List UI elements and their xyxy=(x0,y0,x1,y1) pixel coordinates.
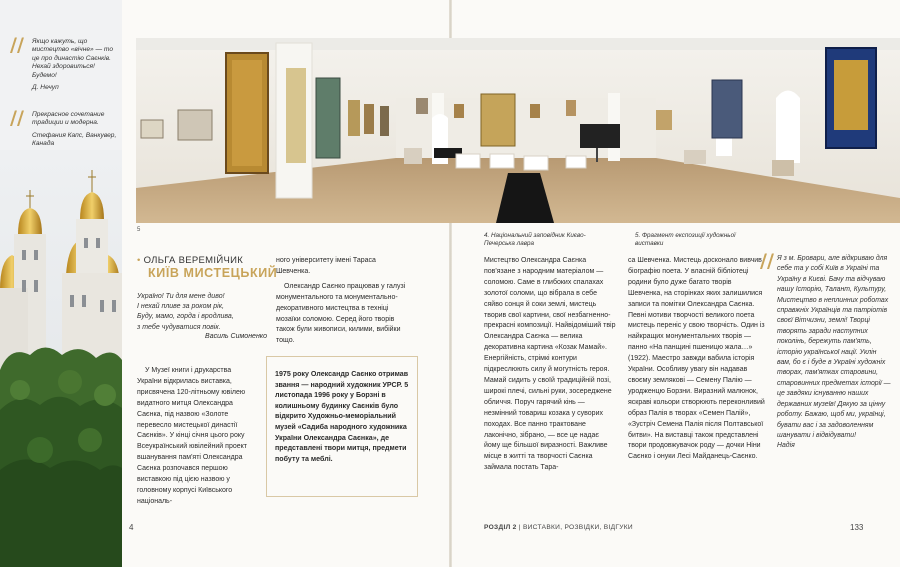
quote-mark-icon: // xyxy=(10,34,24,56)
article-column-3 xyxy=(484,256,616,474)
footer-title: ВИСТАВКИ, РОЗВІДКИ, ВІДГУКИ xyxy=(522,524,633,531)
quote-mark-icon: // xyxy=(10,107,24,129)
poem-line: Буду, мамо, горда і вродлива, xyxy=(137,313,234,321)
page-number-right: 133 xyxy=(850,523,864,532)
side-quote-text: Прекрасное сочетание традиции и модерна. xyxy=(32,111,105,127)
side-quote-1 xyxy=(10,34,118,92)
bullet-icon: • xyxy=(137,255,141,266)
figure-number: 5 xyxy=(137,227,141,233)
caption-lavra: 4. Національний заповідник Києво-Печерська лавра xyxy=(484,232,586,247)
footer-section: РОЗДІЛ 2 xyxy=(484,524,517,531)
side-quote-author: Стефания Капс, Ванкувер, Канада xyxy=(32,131,117,148)
article-author xyxy=(137,255,243,266)
article-column-1 xyxy=(137,366,255,508)
poem-line: І нехай пливе за роком рік, xyxy=(137,303,224,311)
highlight-text: 1975 року Олександр Саєнко отримав звання — народний художник УРСР. 5 листопада 1996 року у Борзні в колишньому будинку Саєнків було відкрито Художньо-меморіальний музей «Садиба народного художника України Олександра Саєнка», де представлені твори митця, предмети побуту та меблі. xyxy=(275,370,409,463)
paragraph: ного університету імені Тараса Шевченка. xyxy=(276,257,376,275)
paragraph: У Музеї книги і друкарства України відкрилась виставка, присвячена 120-літньому ювілею видатного митця Олександра Саєнка, під назвою «Золоте перевесло мистецької династії Саєнків». У кінці січня цього року Всеукраїнський ювілейний проект вшанування пам'яті Олександра Саєнка розпочався першою виставкою під цією назвою у головному корпусі Київського національ- xyxy=(137,367,247,505)
lavra-photo xyxy=(0,150,122,567)
epigraph-poem xyxy=(137,292,267,333)
gallery-photo xyxy=(136,38,900,223)
reader-quote xyxy=(760,250,891,452)
page-number-left: 4 xyxy=(129,523,134,532)
side-quote-2 xyxy=(10,107,118,149)
side-quote-author: Д. Нечуп xyxy=(32,84,59,92)
highlight-box xyxy=(266,356,418,497)
caption-exhibition: 5. Фрагмент експозиції художньої виставки xyxy=(635,232,736,247)
side-quote-text: Якщо кажуть, що мистецтво «вічне» — то це про династію Саєнків. Нехай здоровиться! Будемо! xyxy=(32,38,113,79)
footer-divider: | xyxy=(518,524,523,531)
poem-line: з тебе чудуватися повік. xyxy=(137,323,221,331)
side-column xyxy=(0,0,122,567)
running-footer xyxy=(484,524,633,531)
quote-mark-icon: // xyxy=(760,250,774,272)
article-column-2 xyxy=(276,256,410,347)
article-column-4 xyxy=(628,256,766,463)
article-title: КИЇВ МИСТЕЦЬКИЙ xyxy=(148,266,278,280)
poem-line: Україно! Ти для мене диво! xyxy=(137,293,225,300)
paragraph: Олександр Саєнко працював у галузі монументального та монументально-декоративного мистецтва в техніці мозаїки соломою. Серед його творів також були живописи, килими, вибійки тощо. xyxy=(276,282,406,345)
article-author-name: ОЛЬГА ВЕРЕМІЙЧИК xyxy=(143,255,244,266)
reader-quote-author: Надія xyxy=(777,442,795,450)
paragraph: Мистецтво Олександра Саєнка пов'язане з народним матеріалом — соломою. Саме в глибоких спалахах золотої соломи, що вібрала в себе сяйво сонця й соки землі, мистець творив свої картини, свої незбагненно-прекрасні композиції. Найвідоміший твір Олександра Саєнка — велика декоративна картина «Козак Мамай». Енергійність, стрімкі контури підкреслюють силу й могутність героя. Мамай сидить у своїй традиційній позі, широкі плечі, сильні руки, зосереджене обличчя. Поруч гарячий кінь — незмінний товариш козака у суворих походах. Все панно трактоване лаконічно, зібрано, — все це надає йому ще більшої виразності. Важливе місце в житті та творчості Саєнка займала постать Тара- xyxy=(484,257,616,472)
paragraph: са Шевченка. Мистець досконало вивчив біографію поета. У власній бібліотеці родини було дуже багато творів Шевченка, на сторінках яких залишилися записи та помітки Олександра Саєнка. Певні мотиви творчості великого поета мистець переніс у свою творчість. Один із найкращих монументальних творів — панно «На панщині пшеницю жала…» (1922). Маестро завжди вабила історія України. Особливу увагу він надавав своєму землякові — Семену Палію — уродженцю Борзни. Виразний малюнок, яскраві кольори створюють переконливий образ Палія в творах «Семен Палій», «Зустріч Семена Палія після Полтавської битви». На виставці також представлені твори продовжувачок роду — дочки Ніни Саєнко і онуки Лесі Майданець-Саєнко. xyxy=(628,257,765,461)
poem-author: Василь Симоненко xyxy=(205,333,267,340)
reader-quote-text: Я з м. Бровари, але відкриваю для себе та у собі Київ в Україні та Україну в Києві. Бачу та відчуваю нашу Історію, Талант, Культуру, Мистецтво в неплинних роботах справжніх Українців та патріотів своєї Вітчизни, землі! Творці творять заради наступних поколінь, бережуть пам'ять, історію української нації. Уклін вам, бо є і буде в Україні художніх творах, пам'ятках старовини, старовинних предметах історії — це завдяки існуванню наших державних музеїв! Дякую за цінну роботу. Бажаю, щоб ми, українці, бувати вас і за задоволенням шанувати і відвідувати! xyxy=(777,255,891,439)
